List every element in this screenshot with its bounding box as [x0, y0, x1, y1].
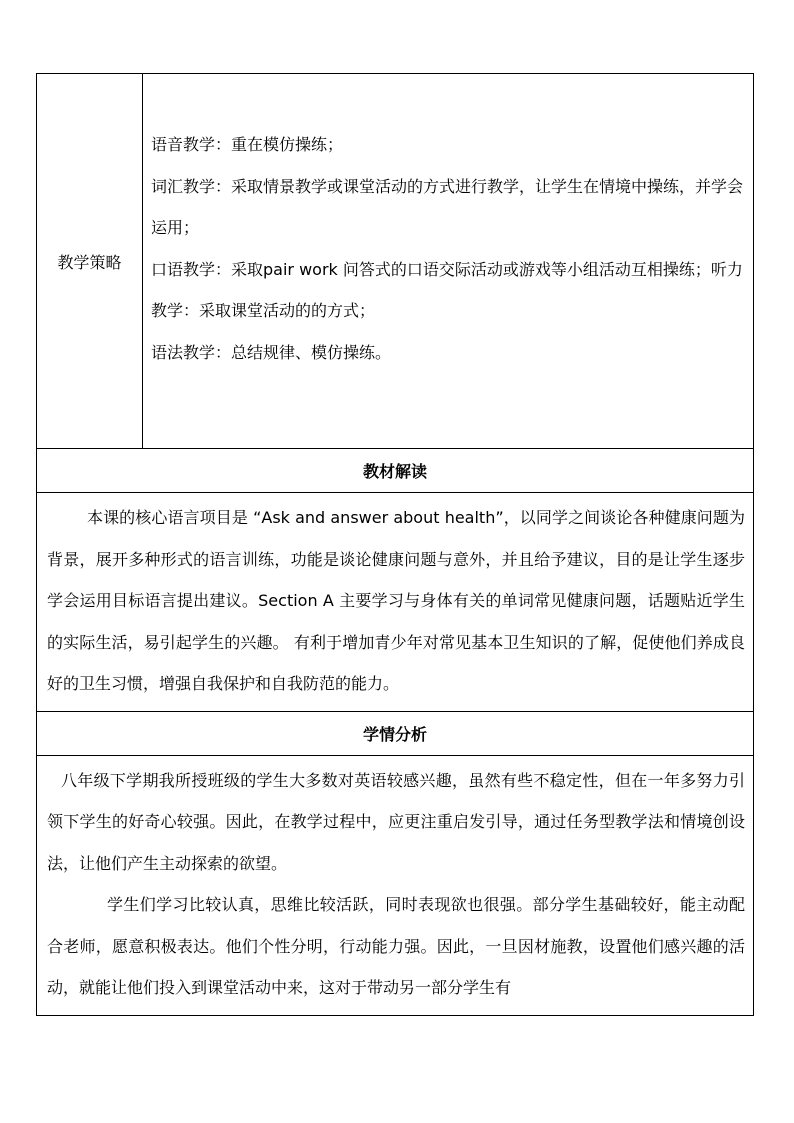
learner-paragraph-2: 学生们学习比较认真，思维比较活跃，同时表现欲也很强。部分学生基础较好，能主动配合老师，愿意积极表达。他们个性分明，行动能力强。因此，一旦因材施教，设置他们感兴趣的活动，就能让他们投入到课堂活动中来，这对于带动另一部分学生有 — [47, 895, 745, 997]
textbook-body — [37, 493, 754, 712]
textbook-heading: 教材解读 — [37, 449, 754, 493]
learner-body-row — [37, 755, 754, 1015]
learner-body — [37, 755, 754, 1015]
strategy-content — [143, 74, 754, 449]
strategy-line-speaking: 口语教学：采取pair work 问答式的口语交际活动或游戏等小组活动互相操练；听力教学：采取课堂活动的的方式； — [151, 259, 743, 320]
textbook-heading-row — [37, 449, 754, 493]
learner-heading: 学情分析 — [37, 711, 754, 755]
strategy-line-grammar: 语法教学：总结规律、模仿操练。 — [151, 342, 392, 362]
textbook-paragraph: 本课的核心语言项目是 “Ask and answer about health”，以同学之间谈论各种健康问题为背景，展开多种形式的语言训练，功能是谈论健康问题与意外，并且给予建议，目的是让学生逐步学会运用目标语言提出建议。Section A 主要学习与身体有关的单词常见健康问题，话题贴近学生的实际生活，易引起学生的兴趣。 有利于增加青少年对常见基本卫生知识的了解，促使他们养成良好的卫生习惯，增强自我保护和自我防范的能力。 — [47, 508, 745, 693]
strategy-line-pronunciation: 语音教学：重在模仿操练； — [151, 135, 344, 154]
learner-paragraph-1: 八年级下学期我所授班级的学生大多数对英语较感兴趣，虽然有些不稳定性，但在一年多努力引领下学生的好奇心较强。因此，在教学过程中，应更注重启发引导，通过任务型教学法和情境创设法，让他们产生主动探索的欲望。 — [47, 770, 745, 873]
strategy-row — [37, 74, 754, 449]
lesson-plan-table — [36, 73, 754, 1016]
textbook-body-row — [37, 493, 754, 712]
strategy-line-vocabulary: 词汇教学：采取情景教学或课堂活动的方式进行教学，让学生在情境中操练，并学会运用； — [151, 176, 744, 237]
learner-heading-row — [37, 711, 754, 755]
strategy-label: 教学策略 — [37, 74, 143, 449]
